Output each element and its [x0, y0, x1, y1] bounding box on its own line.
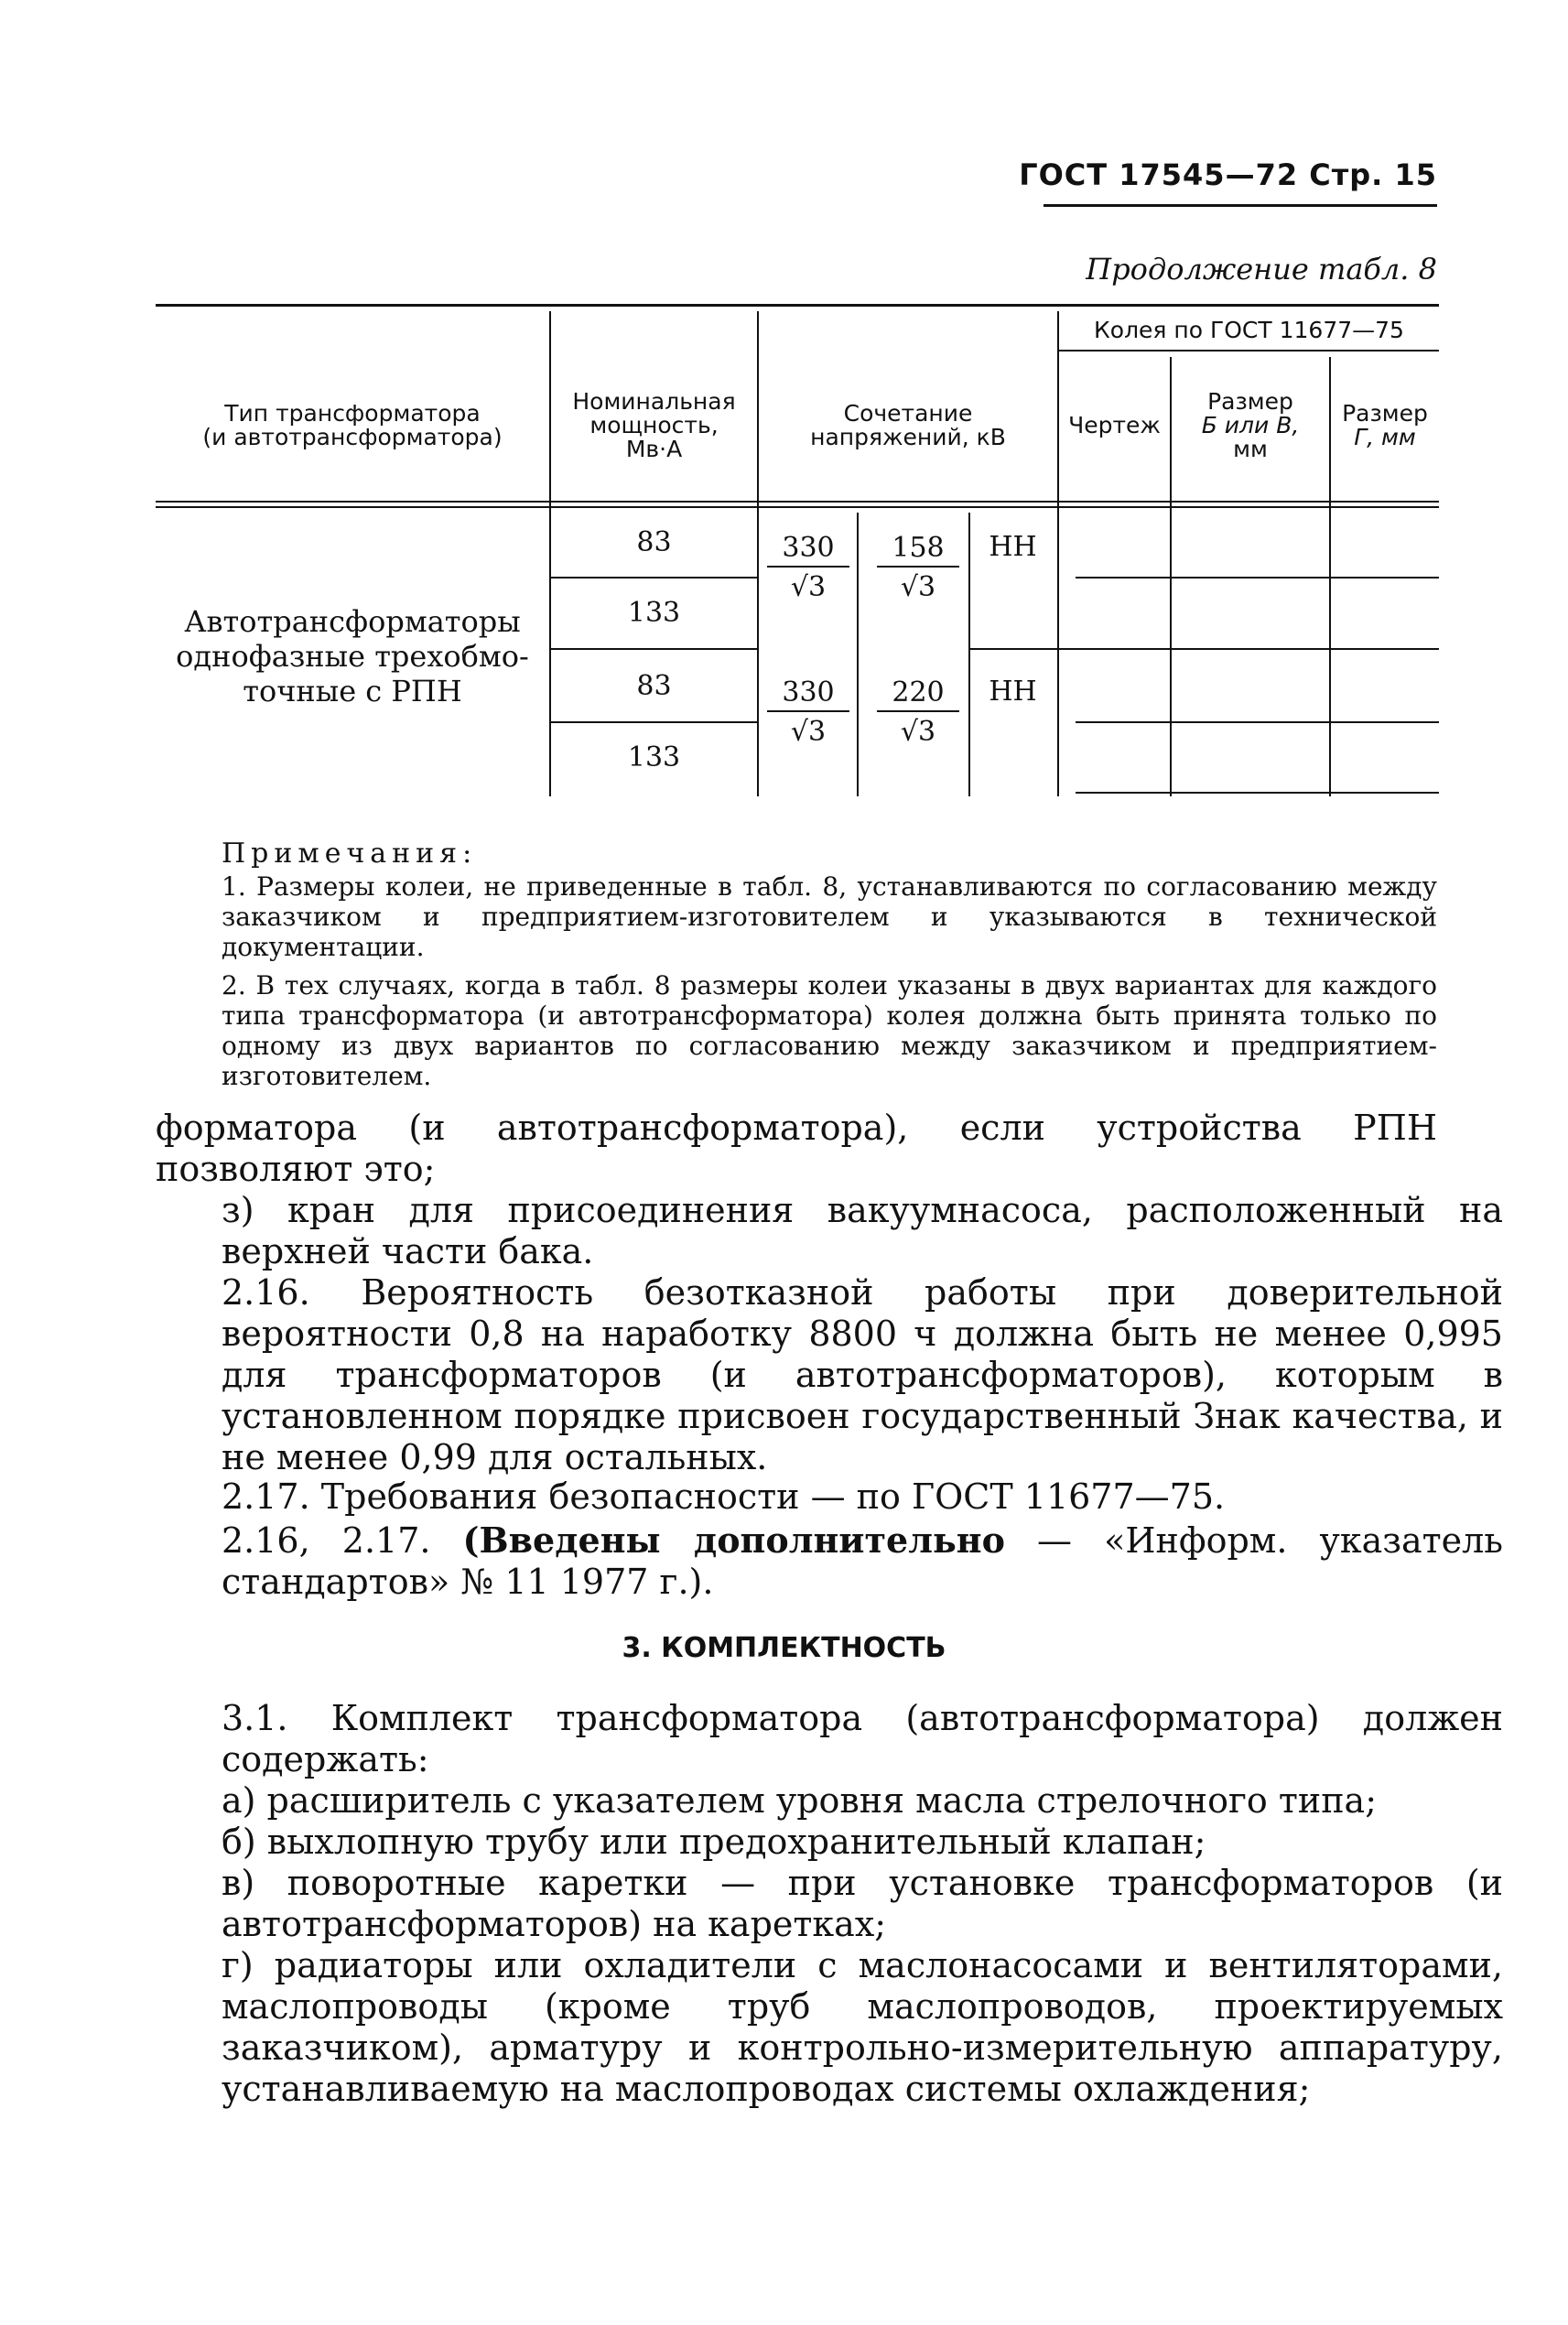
col-rule: [857, 513, 859, 796]
row-separator: [551, 721, 757, 723]
power-cell: 83: [636, 526, 672, 558]
power-cell: 83: [636, 670, 672, 702]
gauge-group-rule: [1057, 350, 1439, 351]
header-size-b: Размер Б или В, мм: [1201, 388, 1300, 462]
voltage-hv-fraction: $\frac{330}{√3}$: [767, 676, 849, 751]
row-separator: [1076, 721, 1439, 723]
voltage-lv-cell: НН: [989, 531, 1037, 563]
note-1: 1. Размеры колеи, не приведенные в табл. 8, устанавливаются по согласованию между заказчиком и предприятием-изготовителем и указываются в технической документации.: [222, 871, 1437, 962]
table-continuation-label: Продолжение табл. 8: [1086, 252, 1437, 287]
row-label: Автотрансформаторы однофазные трехобмо- точные с РПН: [176, 604, 529, 708]
row-separator: [968, 648, 1439, 650]
header-rule: [1044, 204, 1437, 207]
header-type: Тип трансформатора (и автотрансформатора): [202, 400, 503, 450]
notes-title: Примечания:: [222, 838, 478, 870]
paragraph-3-1: 3.1. Комплект трансформатора (автотрансформатора) должен содержать:: [222, 1698, 1503, 1779]
paragraph-continuation: форматора (и автотрансформатора), если устройства РПН позволяют это;: [156, 1108, 1437, 1189]
row-separator: [551, 577, 757, 579]
row-separator: [551, 648, 757, 650]
paragraph-2-16: 2.16. Вероятность безотказной работы при доверительной вероятности 0,8 на наработку 8800 ч должна быть не менее 0,995 для трансформаторов (и автотрансформаторов), которым в установленном порядке присвоен государственный Знак качества, и не менее 0,99 для остальных.: [222, 1272, 1503, 1477]
paragraph-item-z: з) кран для присоединения вакуумнасоса, расположенный на верхней части бака.: [222, 1190, 1503, 1271]
voltage-mv-fraction: $\frac{220}{√3}$: [877, 676, 959, 751]
list-item-b: б) выхлопную трубу или предохранительный клапан;: [222, 1822, 1206, 1862]
list-item-v: в) поворотные каретки — при установке трансформаторов (и автотрансформаторов) на каретках;: [222, 1863, 1503, 1944]
list-item-g: г) радиаторы или охладители с маслонасосами и вентиляторами, маслопроводы (кроме труб маслопроводов, проектируемых заказчиком), арматуру и контрольно-измерительную аппаратуру, устанавливаемую на маслопроводах системы охлаждения;: [222, 1945, 1503, 2109]
header-bottom-rule-2: [156, 506, 1439, 508]
paragraph-2-17: 2.17. Требования безопасности — по ГОСТ 11677—75.: [222, 1476, 1226, 1517]
header-drawing: Чертеж: [1068, 412, 1161, 438]
voltage-mv-fraction: $\frac{158}{√3}$: [877, 531, 959, 606]
gauge-table: [156, 302, 1439, 806]
list-item-a: а) расширитель с указателем уровня масла стрелочного типа;: [222, 1780, 1377, 1821]
note-2: 2. В тех случаях, когда в табл. 8 размеры колеи указаны в двух вариантах для каждого типа трансформатора (и автотрансформатора) колея должна быть принята только по одному из двух вариантов по согласованию между заказчиком и предприятием-изготовителем.: [222, 970, 1437, 1091]
table-top-rule: [156, 304, 1439, 307]
page-header: ГОСТ 17545—72 Стр. 15: [1019, 157, 1437, 192]
header-voltage: Сочетание напряжений, кВ: [810, 400, 1006, 450]
header-size-g: Размер Г, мм: [1342, 400, 1428, 450]
row-separator: [1076, 792, 1439, 794]
voltage-lv-cell: НН: [989, 676, 1037, 708]
header-bottom-rule: [156, 501, 1439, 503]
header-power: Номинальная мощность, Мв·А: [572, 388, 736, 462]
paragraph-amendment: 2.16, 2.17. (Введены дополнительно — «Информ. указатель стандартов» № 11 1977 г.).: [222, 1519, 1503, 1602]
header-gauge-group: Колея по ГОСТ 11677—75: [1094, 317, 1404, 343]
voltage-hv-fraction: $\frac{330}{√3}$: [767, 531, 849, 606]
section-title: 3. КОМПЛЕКТНОСТЬ: [622, 1632, 946, 1664]
power-cell: 133: [627, 597, 681, 629]
row-separator: [1076, 577, 1439, 579]
power-cell: 133: [627, 741, 681, 773]
